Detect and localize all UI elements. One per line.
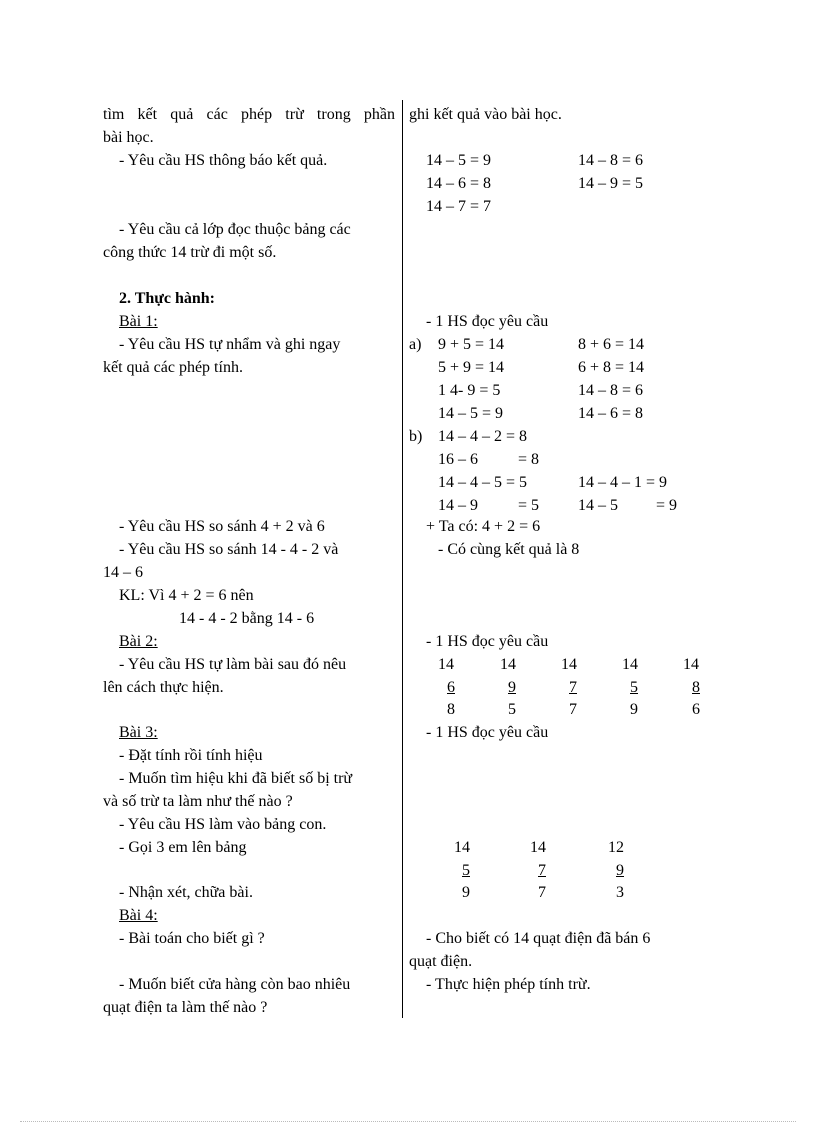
subtraction-minuend: 14 [622, 656, 638, 673]
subtraction-subtrahend: 8 [692, 679, 700, 696]
subtraction-minuend: 12 [608, 839, 624, 856]
equation: 6 + 8 = 14 [578, 359, 645, 376]
equation: 14 – 4 – 5 = 5 [438, 474, 528, 491]
equation: 14 – 8 = 6 [578, 382, 644, 399]
right-line: ghi kết quả vào bài học. [409, 106, 562, 123]
exercise-heading: Bài 3: [119, 724, 158, 741]
equation: 9 + 5 = 14 [438, 336, 505, 353]
left-line: 14 – 6 [103, 564, 143, 581]
subtraction-subtrahend: 7 [569, 679, 577, 696]
subtraction-minuend: 14 [530, 839, 546, 856]
subtraction-subtrahend: 9 [508, 679, 516, 696]
subtraction-minuend: 14 [454, 839, 470, 856]
subtraction-result: 5 [508, 701, 516, 718]
left-line: KL: Vì 4 + 2 = 6 nên [119, 587, 254, 604]
left-line: - Bài toán cho biết gì ? [119, 930, 265, 947]
left-line: bài học. [103, 129, 154, 146]
equation: 14 – 9 = 5 [578, 175, 644, 192]
equation: 14 – 4 – 1 = 9 [578, 474, 668, 491]
right-line: - 1 HS đọc yêu cầu [426, 313, 549, 330]
subtraction-result: 9 [630, 701, 638, 718]
equation: 14 – 5 [578, 497, 618, 514]
left-line: - Đặt tính rồi tính hiệu [119, 747, 263, 764]
subtraction-subtrahend: 5 [462, 862, 470, 879]
list-marker: b) [409, 428, 423, 445]
left-line: - Nhận xét, chữa bài. [119, 884, 253, 901]
page-bottom-rule [20, 1121, 796, 1122]
left-line: 14 - 4 - 2 bằng 14 - 6 [179, 610, 315, 627]
equation: 14 – 4 – 2 = 8 [438, 428, 528, 445]
equation: 14 – 6 = 8 [578, 405, 644, 422]
left-line: - Muốn tìm hiệu khi đã biết số bị trừ [119, 770, 353, 787]
left-line: tìm kết quả các phép trừ trong phần [103, 106, 395, 123]
subtraction-minuend: 14 [683, 656, 699, 673]
equation: 14 – 6 = 8 [426, 175, 492, 192]
left-line: và số trừ ta làm như thế nào ? [103, 793, 293, 810]
equation: = 5 [518, 497, 540, 514]
list-marker: a) [409, 336, 422, 353]
equation: 14 – 9 [438, 497, 478, 514]
left-line: - Yêu cầu HS làm vào bảng con. [119, 816, 327, 833]
equation: = 8 [518, 451, 540, 468]
equation: = 9 [656, 497, 678, 514]
equation: 1 4- 9 = 5 [438, 382, 501, 399]
right-line: quạt điện. [409, 953, 473, 970]
left-line: - Yêu cầu cả lớp đọc thuộc bảng các [119, 221, 351, 238]
section-heading: 2. Thực hành: [119, 290, 216, 307]
right-line: - 1 HS đọc yêu cầu [426, 724, 549, 741]
equation: 16 – 6 [438, 451, 478, 468]
subtraction-subtrahend: 7 [538, 862, 546, 879]
left-line: - Gọi 3 em lên bảng [119, 839, 247, 856]
left-line: quạt điện ta làm thế nào ? [103, 999, 268, 1016]
right-line: - Thực hiện phép tính trừ. [426, 976, 591, 993]
equation: 14 – 5 = 9 [438, 405, 504, 422]
left-line: công thức 14 trừ đi một số. [103, 244, 277, 261]
left-line: - Yêu cầu HS so sánh 14 - 4 - 2 và [119, 541, 339, 558]
equation: 14 – 5 = 9 [426, 152, 492, 169]
subtraction-subtrahend: 6 [447, 679, 455, 696]
column-divider [402, 100, 403, 1018]
right-line: - Cho biết có 14 quạt điện đã bán 6 [426, 930, 651, 947]
right-line: - 1 HS đọc yêu cầu [426, 633, 549, 650]
subtraction-subtrahend: 5 [630, 679, 638, 696]
right-line: - Có cùng kết quả là 8 [438, 541, 580, 558]
exercise-heading: Bài 1: [119, 313, 158, 330]
subtraction-result: 7 [569, 701, 577, 718]
subtraction-result: 6 [692, 701, 700, 718]
equation: 14 – 7 = 7 [426, 198, 492, 215]
equation: 5 + 9 = 14 [438, 359, 505, 376]
left-line: - Yêu cầu HS thông báo kết quả. [119, 152, 328, 169]
subtraction-subtrahend: 9 [616, 862, 624, 879]
equation: 14 – 8 = 6 [578, 152, 644, 169]
subtraction-result: 8 [447, 701, 455, 718]
subtraction-result: 9 [462, 884, 470, 901]
left-line: - Muốn biết cửa hàng còn bao nhiêu [119, 976, 351, 993]
exercise-heading: Bài 2: [119, 633, 158, 650]
left-line: - Yêu cầu HS so sánh 4 + 2 và 6 [119, 518, 325, 535]
subtraction-result: 3 [616, 884, 624, 901]
left-line: kết quả các phép tính. [103, 359, 243, 376]
subtraction-minuend: 14 [561, 656, 577, 673]
left-line: - Yêu cầu HS tự nhẩm và ghi ngay [119, 336, 341, 353]
subtraction-result: 7 [538, 884, 546, 901]
left-line: lên cách thực hiện. [103, 679, 224, 696]
equation: 8 + 6 = 14 [578, 336, 645, 353]
left-line: - Yêu cầu HS tự làm bài sau đó nêu [119, 656, 347, 673]
right-line: + Ta có: 4 + 2 = 6 [426, 518, 541, 535]
subtraction-minuend: 14 [438, 656, 454, 673]
exercise-heading: Bài 4: [119, 907, 158, 924]
subtraction-minuend: 14 [500, 656, 516, 673]
